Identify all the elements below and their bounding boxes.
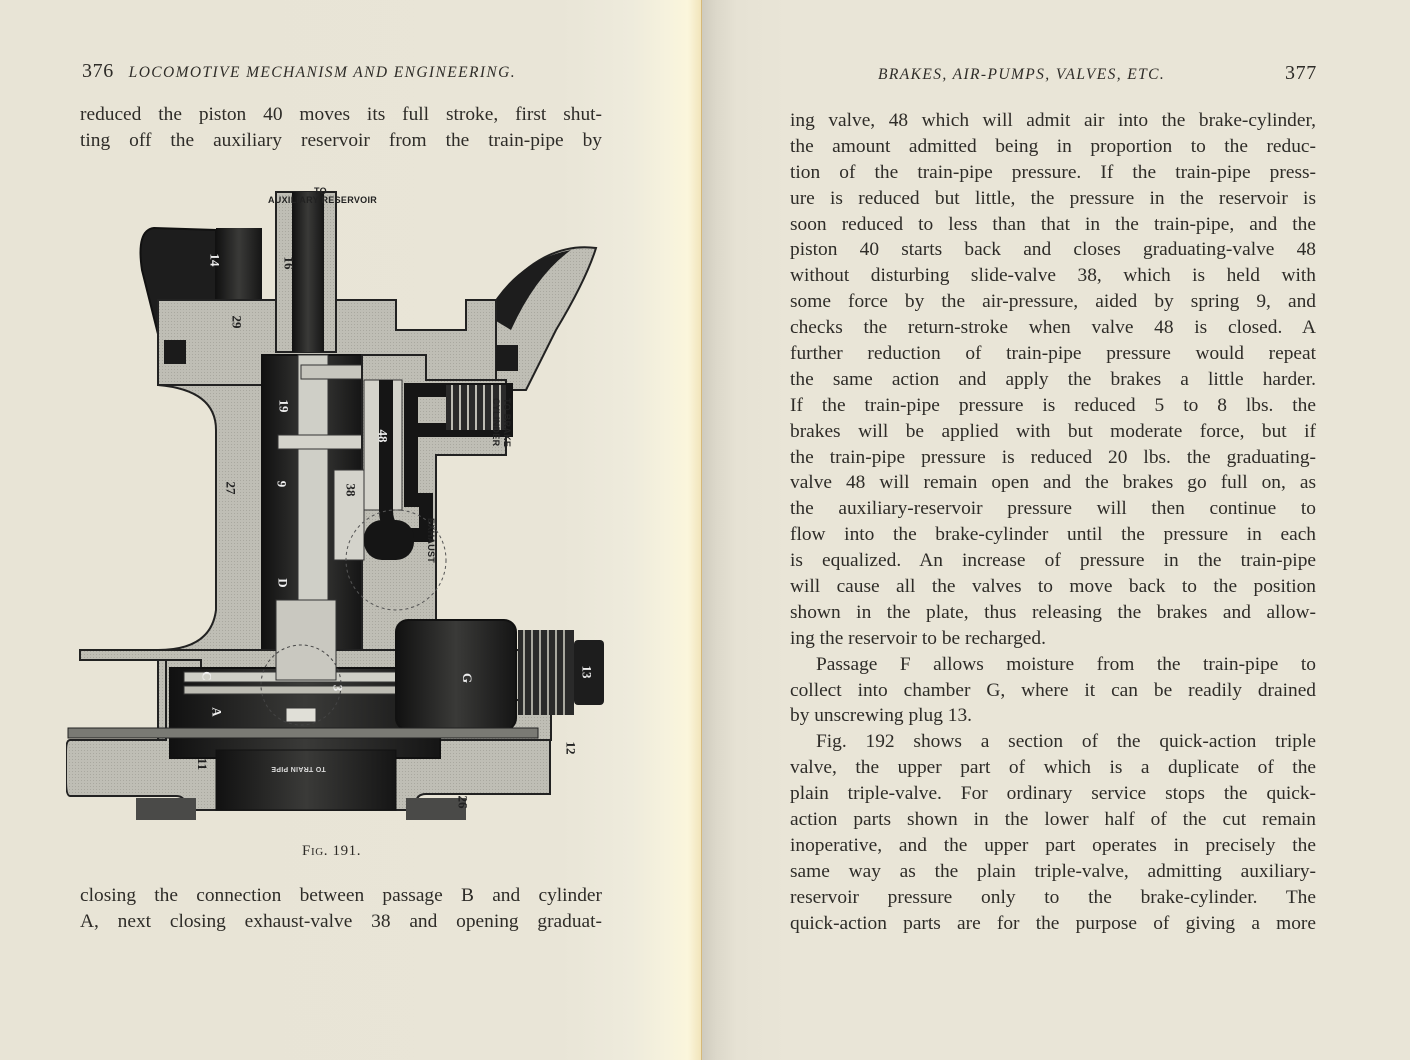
- part-12: 12: [563, 741, 579, 755]
- text-line: soon reduced to less than that in the train-pipe, and the: [790, 213, 1316, 235]
- part-27: 27: [223, 481, 239, 495]
- part-C: C: [199, 671, 215, 681]
- text-line: valve 48 will remain open and the brakes go full on, as: [790, 472, 1316, 494]
- text-line: the amount admitted being in proportion to the reduc-: [790, 135, 1316, 157]
- page-number-right: 377: [1285, 62, 1317, 84]
- caption-number: 191.: [332, 843, 362, 859]
- label-to-train-pipe: TO TRAIN PIPE: [271, 765, 326, 772]
- part-26: 26: [455, 795, 471, 809]
- figure-caption: [302, 843, 361, 860]
- text-line: ing the reservoir to be recharged.: [790, 627, 1046, 649]
- text-line: reduced the piston 40 moves its full stroke, first shut-: [80, 104, 602, 125]
- part-48: 48: [375, 429, 391, 443]
- part-3: 3: [330, 684, 346, 692]
- text-line: If the train-pipe pressure is reduced 5 to 8 lbs. the: [790, 394, 1316, 416]
- caption-prefix: Fig.: [302, 843, 329, 859]
- label-cylinder: CYLINDER: [491, 398, 501, 447]
- text-line: Passage F allows moisture from the train-pipe to: [816, 653, 1316, 675]
- text-line: ure is reduced but little, the pressure in the reservoir is: [790, 187, 1316, 209]
- text-line: shown in the plate, thus releasing the brakes and allow-: [790, 601, 1316, 623]
- part-A: A: [209, 707, 225, 717]
- part-14: 14: [207, 253, 223, 267]
- text-line: same way as the plain triple-valve, admitting auxiliary-: [790, 860, 1316, 882]
- text-line: the train-pipe pressure is reduced 20 lbs. the graduating-: [790, 446, 1316, 468]
- text-line: quick-action parts are for the purpose of giving a more: [790, 912, 1316, 934]
- text-line: is equalized. An increase of pressure in the train-pipe: [790, 550, 1316, 572]
- left-text-top: [80, 102, 602, 154]
- part-9: 9: [274, 480, 290, 488]
- text-line: Fig. 192 shows a section of the quick-action triple: [816, 731, 1316, 753]
- running-head-left: [82, 60, 516, 83]
- text-line: inoperative, and the upper part operates in precisely the: [790, 834, 1316, 856]
- text-line: piston 40 starts back and closes graduating-valve 48: [790, 239, 1316, 261]
- text-line: further reduction of train-pipe pressure would repeat: [790, 343, 1316, 365]
- part-11: 11: [195, 757, 211, 771]
- part-G: G: [460, 672, 476, 684]
- text-line: plain triple-valve. For ordinary service stops the quick-: [790, 783, 1316, 805]
- text-line: flow into the brake-cylinder until the pressure in each: [790, 524, 1316, 546]
- left-page: [0, 0, 702, 1060]
- text-line: the same action and apply the brakes a little harder.: [790, 368, 1316, 390]
- right-text: [790, 108, 1316, 937]
- part-D: D: [275, 578, 291, 588]
- text-line: reservoir pressure only to the brake-cylinder. The: [790, 886, 1316, 908]
- left-text-bottom: [80, 883, 602, 935]
- text-line: A, next closing exhaust-valve 38 and opening graduat-: [80, 910, 602, 932]
- label-exhaust: EXHAUST: [426, 518, 436, 564]
- text-line: collect into chamber G, where it can be readily drained: [790, 679, 1316, 701]
- text-line: valve, the upper part of which is a duplicate of the: [790, 757, 1316, 779]
- text-line: ing valve, 48 which will admit air into the brake-cylinder,: [790, 110, 1316, 131]
- text-line: the auxiliary-reservoir pressure will then continue to: [790, 498, 1316, 520]
- running-head-right: [878, 64, 1165, 84]
- figure-191-triple-valve-section: [66, 180, 606, 820]
- text-line: tion of the train-pipe pressure. If the train-pipe press-: [790, 161, 1316, 183]
- text-line: action parts shown in the lower half of the cut remain: [790, 809, 1316, 831]
- part-38: 38: [343, 483, 359, 497]
- text-line: brakes will be applied with but moderate force, but if: [790, 420, 1316, 442]
- part-16: 16: [281, 256, 297, 270]
- label-to-brake: TO BRAKE: [502, 398, 512, 448]
- text-line: checks the return-stroke when valve 48 is closed. A: [790, 317, 1316, 339]
- text-line: by unscrewing plug 13.: [790, 705, 973, 727]
- label-to: TO: [314, 186, 327, 196]
- part-19: 19: [276, 399, 292, 413]
- triple-valve-diagram: [66, 180, 606, 820]
- running-head-title-left: LOCOMOTIVE MECHANISM AND ENGINEERING.: [128, 64, 516, 81]
- text-line: closing the connection between passage B and cylinder: [80, 885, 602, 906]
- right-page: [702, 0, 1410, 1060]
- label-auxiliary-reservoir: AUXILIARY RESERVOIR: [268, 195, 378, 205]
- page-number-right-wrap: [1285, 62, 1317, 85]
- text-line: some force by the air-pressure, aided by spring 9, and: [790, 291, 1316, 313]
- text-line: without disturbing slide-valve 38, which is held with: [790, 265, 1316, 287]
- text-line: will cause all the valves to move back to the position: [790, 576, 1316, 598]
- text-line: ting off the auxiliary reservoir from the train-pipe by: [80, 129, 602, 151]
- part-13: 13: [579, 665, 595, 679]
- part-29: 29: [229, 315, 245, 329]
- page-number-left: 376: [82, 60, 114, 82]
- running-head-title-right: BRAKES, AIR-PUMPS, VALVES, ETC.: [878, 66, 1166, 83]
